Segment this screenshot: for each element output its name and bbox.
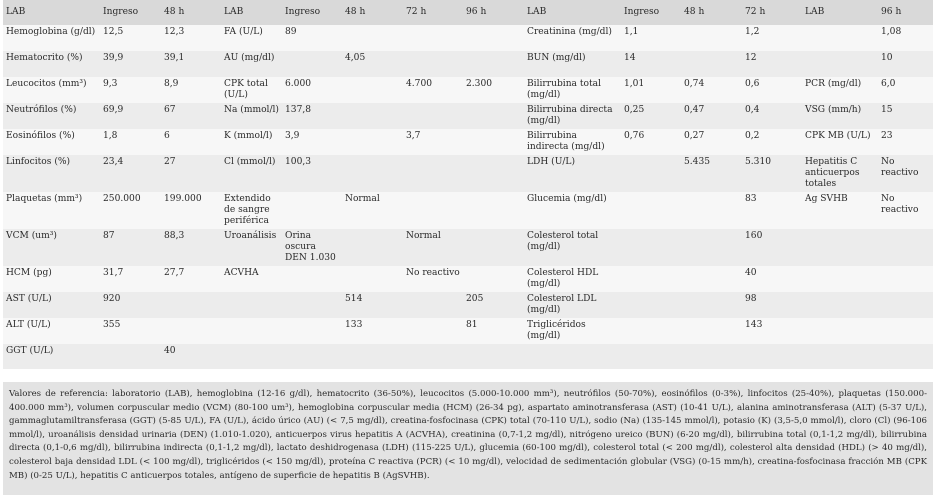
table-cell: 40 (745, 268, 757, 278)
column-header: Ingreso (103, 7, 139, 17)
table-cell: Na (mmol/l) (224, 105, 279, 115)
table-cell (802, 25, 878, 51)
table-cell (463, 266, 524, 292)
table-cell: Hematocrito (%) (6, 53, 83, 63)
table-cell (878, 344, 933, 369)
table-cell: 6.000 (285, 79, 312, 89)
table-cell: BUN (mg/dl) (527, 53, 586, 63)
table-cell (403, 103, 463, 129)
table-row (3, 77, 933, 103)
table-cell: 250.000 (103, 194, 141, 204)
table-cell (802, 318, 878, 344)
table-cell (221, 292, 282, 318)
table-cell (681, 266, 742, 292)
table-cell (802, 292, 878, 318)
table-cell: Plaquetas (mm³) (6, 194, 83, 204)
table-cell: VCM (um³) (6, 231, 57, 241)
column-header: LAB (6, 7, 26, 17)
table-cell (681, 344, 742, 369)
table-cell: 100,3 (285, 157, 312, 167)
table-cell: 4.700 (406, 79, 433, 89)
table-cell: 0,27 (684, 131, 705, 141)
table-cell: 199.000 (164, 194, 202, 204)
table-cell: AU (mg/dl) (224, 53, 275, 63)
table-cell: Colesterol HDL (mg/dl) (527, 268, 599, 289)
table-cell: 87 (103, 231, 115, 241)
table-cell (681, 292, 742, 318)
table-cell: 27 (164, 157, 176, 167)
table-cell: Extendido de sangre periférica (224, 194, 271, 226)
table-cell (802, 51, 878, 77)
table-cell: 0,2 (745, 131, 760, 141)
table-cell (878, 318, 933, 344)
table-cell (403, 25, 463, 51)
table-cell (681, 229, 742, 266)
table-cell: 3,9 (285, 131, 300, 141)
table-cell (342, 155, 403, 192)
table-cell (342, 77, 403, 103)
table-cell (282, 344, 342, 369)
table-cell: No reactivo (881, 157, 919, 178)
table-cell: 98 (745, 294, 757, 304)
table-cell: 4,05 (345, 53, 366, 63)
table-cell: ACVHA (224, 268, 259, 278)
column-header: LAB (224, 7, 244, 17)
table-cell (342, 129, 403, 155)
table-cell (878, 266, 933, 292)
table-cell: 83 (745, 194, 757, 204)
table-cell: 920 (103, 294, 121, 304)
table-cell: 89 (285, 27, 297, 37)
table-cell (463, 155, 524, 192)
table-cell (621, 344, 681, 369)
table-cell (802, 229, 878, 266)
table-cell: CPK total (U/L) (224, 79, 268, 100)
table-cell: 1,01 (624, 79, 645, 89)
table-row (3, 318, 933, 344)
lab-results-table (3, 0, 933, 369)
table-cell (463, 25, 524, 51)
table-cell: 67 (164, 105, 176, 115)
table-cell: AST (U/L) (6, 294, 52, 304)
table-cell: 23,4 (103, 157, 124, 167)
table-cell: FA (U/L) (224, 27, 263, 37)
table-cell: Bilirrubina directa (mg/dl) (527, 105, 613, 126)
table-cell: GGT (U/L) (6, 346, 54, 356)
table-cell: K (mmol/l) (224, 131, 273, 141)
table-cell (161, 292, 221, 318)
table-body (3, 25, 933, 369)
table-cell (878, 292, 933, 318)
table-cell (621, 229, 681, 266)
table-cell: 39,9 (103, 53, 124, 63)
table-cell (621, 266, 681, 292)
column-header: LAB (805, 7, 825, 17)
table-cell (681, 25, 742, 51)
table-cell: 1,08 (881, 27, 902, 37)
table-cell: VSG (mm/h) (805, 105, 862, 115)
table-cell: No reactivo (881, 194, 919, 215)
table-cell (161, 318, 221, 344)
table-cell: Eosinófilos (%) (6, 131, 75, 141)
table-cell: 23 (881, 131, 893, 141)
table-cell (463, 103, 524, 129)
column-header: 48 h (164, 7, 185, 17)
table-cell (463, 229, 524, 266)
table-cell: 12,3 (164, 27, 185, 37)
table-cell: 355 (103, 320, 121, 330)
table-cell: 12 (745, 53, 757, 63)
table-cell (342, 25, 403, 51)
table-cell: 1,8 (103, 131, 118, 141)
table-cell (621, 318, 681, 344)
table-cell: Creatinina (mg/dl) (527, 27, 612, 37)
table-cell (524, 344, 621, 369)
table-cell: Uroanálisis (224, 231, 277, 241)
table-cell (403, 318, 463, 344)
table-cell (403, 192, 463, 229)
table-cell: 10 (881, 53, 893, 63)
table-cell: 0,25 (624, 105, 645, 115)
table-cell: 14 (624, 53, 636, 63)
table-cell (342, 103, 403, 129)
column-header: 72 h (406, 7, 427, 17)
table-cell (342, 229, 403, 266)
table-cell: 6,0 (881, 79, 896, 89)
table-cell (221, 318, 282, 344)
table-row (3, 103, 933, 129)
table-cell: Hepatitis C anticuerpos totales (805, 157, 860, 189)
table-row (3, 25, 933, 51)
table-cell: No reactivo (406, 268, 460, 278)
table-cell: 8,9 (164, 79, 179, 89)
table-cell: Normal (345, 194, 380, 204)
table-cell: 6 (164, 131, 170, 141)
table-cell: 39,1 (164, 53, 185, 63)
table-row (3, 344, 933, 369)
table-cell (742, 344, 802, 369)
table-cell (282, 51, 342, 77)
table-cell: 5.435 (684, 157, 711, 167)
table-cell: Glucemia (mg/dl) (527, 194, 607, 204)
table-cell (403, 344, 463, 369)
table-cell (802, 344, 878, 369)
column-header: Ingreso (285, 7, 321, 17)
table-cell: Hemoglobina (g/dl) (6, 27, 96, 37)
table-row (3, 229, 933, 266)
table-cell (282, 292, 342, 318)
table-row (3, 292, 933, 318)
table-cell (403, 292, 463, 318)
table-cell: Bilirrubina indirecta (mg/dl) (527, 131, 605, 152)
table-cell (621, 155, 681, 192)
table-cell: LDH (U/L) (527, 157, 576, 167)
table-cell: Bilirrubina total (mg/dl) (527, 79, 601, 100)
table-row (3, 192, 933, 229)
table-cell: 143 (745, 320, 763, 330)
column-header: Ingreso (624, 7, 660, 17)
table-cell: 3,7 (406, 131, 421, 141)
column-header: 48 h (684, 7, 705, 17)
table-cell: 27,7 (164, 268, 185, 278)
table-cell (681, 318, 742, 344)
table-cell (342, 266, 403, 292)
table-cell (342, 344, 403, 369)
table-cell: CPK MB (U/L) (805, 131, 871, 141)
table-cell: Colesterol total (mg/dl) (527, 231, 599, 252)
table-row (3, 155, 933, 192)
column-header: 96 h (466, 7, 487, 17)
table-cell: 1,2 (745, 27, 760, 37)
table-cell (621, 292, 681, 318)
table-cell: 88,3 (164, 231, 185, 241)
table-cell: 81 (466, 320, 478, 330)
table-cell: 205 (466, 294, 484, 304)
table-cell: 12,5 (103, 27, 124, 37)
table-cell (463, 51, 524, 77)
table-row (3, 266, 933, 292)
table-cell (463, 192, 524, 229)
reference-values-note: Valores de referencia: laboratorio (LAB), hemoglobina (12-16 g/dl), hematocrito (36-50%), leucocitos (5.000-10.000 mm³), neutrófilos (50-70%), eosinófilos (0-3%), linfocitos (25-40%), plaquetas (150.000-400.000 mm³), volumen corpuscular medio (VCM) (80-100 um³), hemoglobina corpuscular media (HCM) (26-34 pg), aspartato aminotransferasa (AST) (10-41 U/L), alanina aminotransferasa (ALT) (5-37 U/L), gammaglutamiltransferasa (GGT) (5-85 U/L), FA (U/L), ácido úrico (AU) (< 7,5 mg/dl), creatina-fosfocinasa (CPK) total (70-110 U/L), sodio (Na) (135-145 mmol/l), potasio (K) (3,5-5,0 mmol/l), cloro (Cl) (96-106 mmol/l), uroanálisis densidad urinaria (DEN) (1.010-1.020), anticuerpos virus hepatitis A (ACVHA), creatinina (0,7-1,2 mg/dl), nitrógeno ureico (BUN) (6-20 mg/dl), bilirrubina total (0,1-1,2 mg/dl), bilirrubina directa (0,1-0,6 mg/dl), bilirrubina indirecta (0,1-1,2 mg/dl), lactato deshidrogenasa (LDH) (115-225 U/L), glucemia (60-100 mg/dl), colesterol total (< 200 mg/dl), colesterol alta densidad (HDL) (> 40 mg/dl), colesterol baja densidad LDL (< 100 mg/dl), triglicéridos (< 150 mg/dl), proteína C reactiva (PCR) (< 10 mg/dl), velocidad de sedimentación globular (VSG) (0-15 mm/h), creatina-fosfocinasa fracción MB (CPK MB) (0-25 U/L), hepatitis C anticuerpos totales, antígeno de superficie de hepatitis B (AgSVHB). (3, 382, 933, 495)
table-cell: Ag SVHB (805, 194, 848, 204)
table-cell: Triglicéridos (mg/dl) (527, 320, 586, 341)
table-cell: 31,7 (103, 268, 124, 278)
table-cell: PCR (mg/dl) (805, 79, 862, 89)
table-cell: 514 (345, 294, 363, 304)
table-cell (282, 192, 342, 229)
table-cell (463, 344, 524, 369)
table-cell (221, 344, 282, 369)
table-cell: Neutrófilos (%) (6, 105, 77, 115)
table-cell: Normal (406, 231, 441, 241)
table-cell: ALT (U/L) (6, 320, 51, 330)
table-cell: Cl (mmol/l) (224, 157, 276, 167)
table-cell: 0,47 (684, 105, 705, 115)
table-cell: 133 (345, 320, 363, 330)
column-header: 48 h (345, 7, 366, 17)
table-row (3, 51, 933, 77)
table-cell: Leucocitos (mm³) (6, 79, 87, 89)
column-header: LAB (527, 7, 547, 17)
table-cell (463, 129, 524, 155)
table-cell (878, 229, 933, 266)
table-cell: Linfocitos (%) (6, 157, 71, 167)
table-cell (802, 266, 878, 292)
table-cell: 1,1 (624, 27, 639, 37)
table-cell: 0,76 (624, 131, 645, 141)
table-cell (681, 51, 742, 77)
table-cell (282, 266, 342, 292)
table-cell (681, 192, 742, 229)
table-cell: Orina oscura DEN 1.030 (285, 231, 336, 263)
table-cell: 160 (745, 231, 763, 241)
table-cell: 2.300 (466, 79, 493, 89)
table-cell: 0,6 (745, 79, 760, 89)
table-cell: Colesterol LDL (mg/dl) (527, 294, 597, 315)
table-cell (403, 51, 463, 77)
table-cell: 0,74 (684, 79, 705, 89)
table-cell (100, 344, 161, 369)
table-cell: 137,8 (285, 105, 312, 115)
table-cell: 40 (164, 346, 176, 356)
table-row (3, 129, 933, 155)
table-cell: 9,3 (103, 79, 118, 89)
table-cell: 0,4 (745, 105, 760, 115)
table-cell (282, 318, 342, 344)
table-cell: 69,9 (103, 105, 124, 115)
table-header-row (3, 0, 933, 25)
table-cell: HCM (pg) (6, 268, 52, 278)
table-cell (403, 155, 463, 192)
table-cell: 5.310 (745, 157, 772, 167)
table-cell (621, 192, 681, 229)
table-cell: 15 (881, 105, 893, 115)
column-header: 72 h (745, 7, 766, 17)
column-header: 96 h (881, 7, 902, 17)
